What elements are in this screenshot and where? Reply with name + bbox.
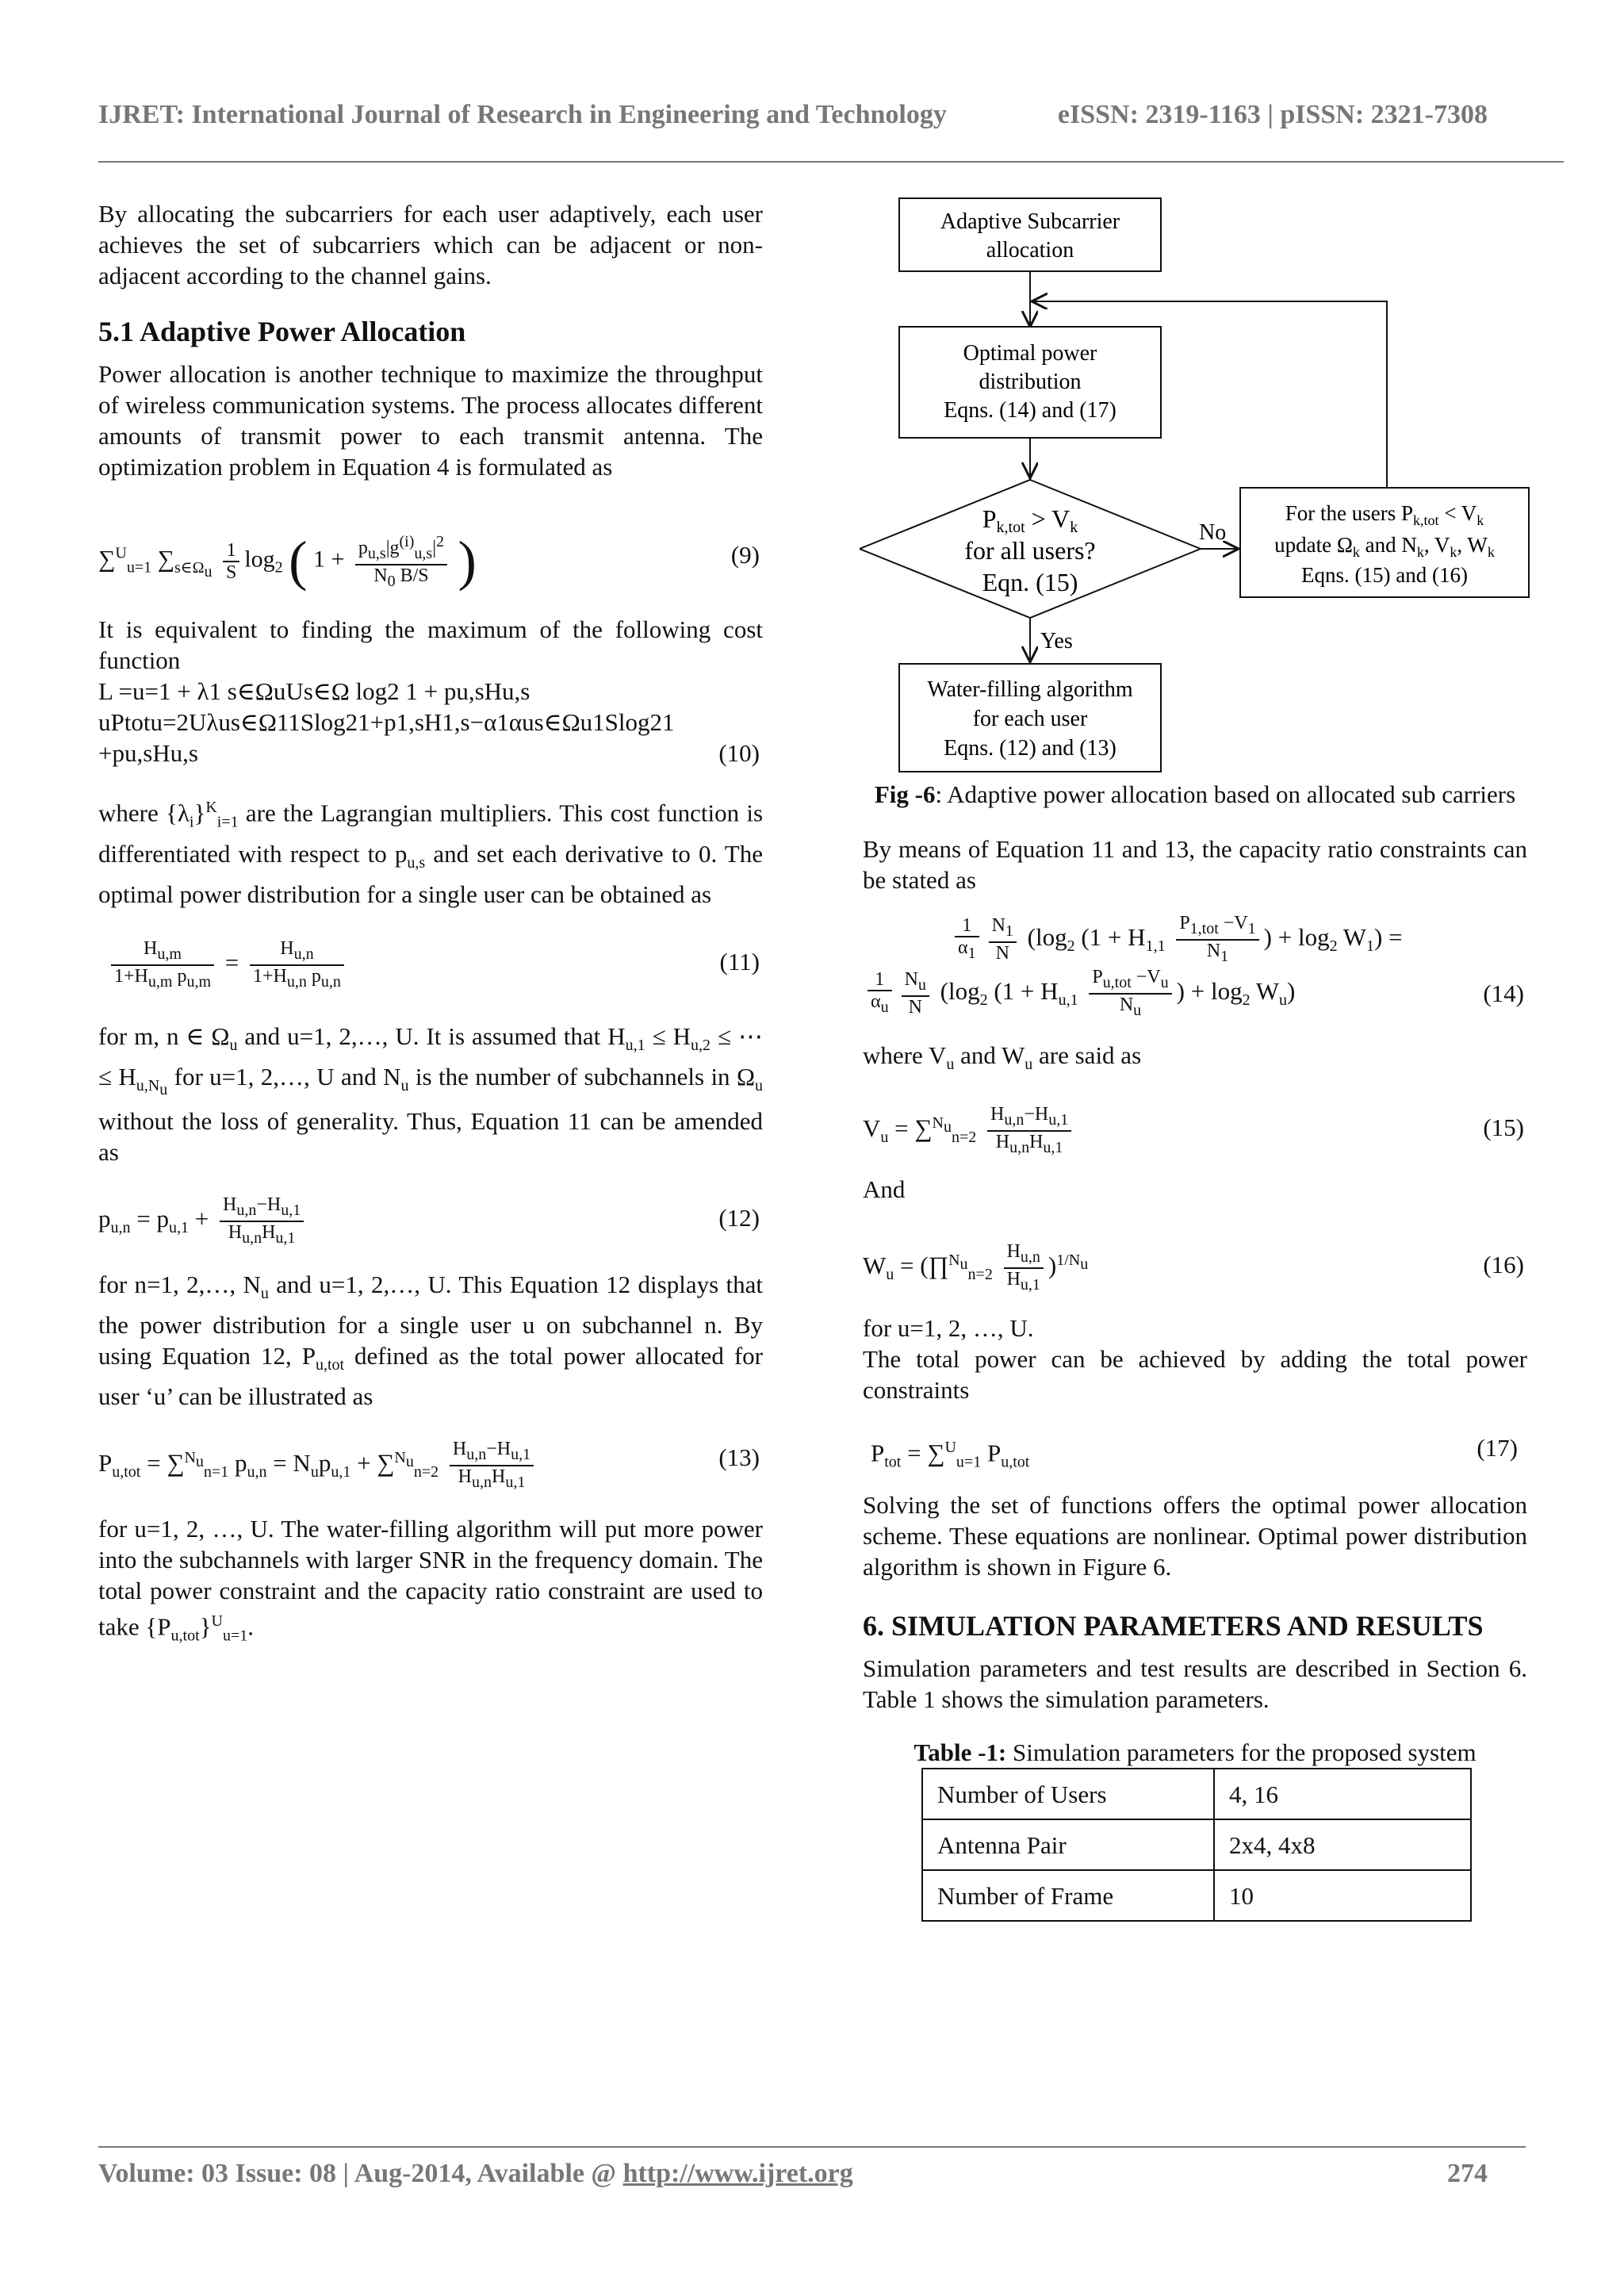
flow-text: Eqns. (15) and (16) bbox=[1301, 563, 1468, 587]
paragraph: for n=1, 2,…, $N_u$ and u=1, 2,…, U. This Equation 12 displays that the power distribution for a single user u on subchannel n. By using Equation 12, $P_{u,tot}$ defined as the total power allocated for user ‘u’ can be illustrated as bbox=[98, 1271, 764, 1411]
equation-9: ∑$^U_{u=1}$ $\sum_{s\in\Omega_u}$ $\frac{1}{S}$ $\log_2$ ( 1 + $\frac{p_{u,s}|g^{(i)}_{u,s}|^2}{N_0 B/S}$ ) (9) bbox=[98, 531, 760, 592]
table-caption: Table -1: Simulation parameters for the proposed system bbox=[914, 1738, 1477, 1767]
equation-12: $p_{u,n} = p_{u,1}$ + $\frac{H_{u,n}-H_{u,1}}{H_{u,n}H_{u,1}}$ (12) bbox=[98, 1194, 760, 1247]
equation-number: (11) bbox=[719, 947, 760, 976]
equation-number: (12) bbox=[718, 1204, 760, 1232]
paragraph: for m, n ∈ $\Omega_u$ and u=1, 2,…, U. It is assumed that $H_{u,1} \le H_{u,2}$ ≤ ⋯ ≤ $H_{u,N_u}$ for u=1, 2,…, U and $N_u$ is the number of subchannels in $\Omega_u$ without the loss of generality. Thus, Equation 11 can be amended as bbox=[98, 1022, 764, 1167]
paragraph: The total power can be achieved by adding the total power constraints bbox=[863, 1345, 1527, 1405]
box-adaptive-subcarrier-allocation bbox=[899, 198, 1161, 271]
equation-number: (10) bbox=[718, 739, 760, 767]
simulation-table bbox=[921, 1768, 1472, 1922]
equation-15: $V_u = \sum^{N_u}_{n=2}$ $\frac{H_{u,n}-H_{u,1}}{H_{u,n}H_{u,1}}$ (15) bbox=[863, 1104, 1524, 1156]
svg-text:Pk,tot > Vk: Pk,tot > Vk bbox=[982, 504, 1078, 536]
flow-text: Eqns. (14) and (17) bbox=[944, 398, 1116, 423]
paragraph: And bbox=[863, 1175, 906, 1204]
flow-text: for each user bbox=[972, 707, 1088, 731]
issn: eISSN: 2319-1163 | pISSN: 2321-7308 bbox=[1057, 100, 1488, 129]
table-cell: Antenna Pair bbox=[922, 1819, 1214, 1870]
table-cell: Number of Frame bbox=[922, 1870, 1214, 1921]
no-label: No bbox=[1199, 520, 1227, 545]
flow-text: Water-filling algorithm bbox=[927, 677, 1133, 702]
flow-text: Eqns. (12) and (13) bbox=[944, 736, 1116, 761]
equation-10 bbox=[98, 738, 763, 769]
box-optimal-power-distribution bbox=[899, 327, 1161, 438]
equation-number: (14) bbox=[1483, 979, 1524, 1007]
decision-diamond bbox=[860, 480, 1201, 618]
box-update-users bbox=[1240, 488, 1529, 597]
paragraph: By means of Equation 11 and 13, the capacity ratio constraints can be stated as bbox=[863, 835, 1527, 894]
garbled-equation-line: L =u=1 + λ1 s∈ΩuUs∈Ω log2 1 + pu,sHu,s bbox=[98, 677, 530, 705]
flow-text: Eqn. (15) bbox=[982, 568, 1078, 596]
equation-number: (17) bbox=[1477, 1434, 1518, 1462]
equation-11: $\frac{H_{u,m}}{1+H_{u,m} p_{u,m}}$ = $\frac{H_{u,n}}{1+H_{u,n} p_{u,n}}$ (11) bbox=[98, 933, 763, 989]
table-cell: 4, 16 bbox=[1214, 1769, 1471, 1819]
garbled-equation-line: +pu,sHu,s bbox=[98, 739, 198, 767]
equation-number: (16) bbox=[1483, 1251, 1524, 1279]
paragraph: Simulation parameters and test results are described in Section 6. Table 1 shows the simulation parameters. bbox=[863, 1654, 1527, 1714]
page-number: 274 bbox=[1447, 2159, 1488, 2188]
journal-link[interactable]: http://www.ijret.org bbox=[622, 2159, 853, 2188]
table-row bbox=[922, 1769, 1471, 1819]
volume-info: Volume: 03 Issue: 08 | Aug-2014, Available @ bbox=[98, 2159, 623, 2188]
equation-17: $P_{tot} = \sum^U_{u=1}$ $P_{u,tot}$ (17) bbox=[871, 1434, 1518, 1471]
svg-text:For the users Pk,tot < Vk: For the users $P_{k,tot} < V_k$ bbox=[1285, 501, 1484, 528]
flow-text: distribution bbox=[979, 370, 1082, 394]
flow-text: allocation bbox=[986, 238, 1074, 263]
left-column bbox=[98, 198, 763, 1652]
intro-paragraph: By allocating the subcarriers for each user adaptively, each user achieves the set of subcarriers which can be adjacent or non-adjacent according to the channel gains. bbox=[98, 200, 763, 289]
section-title-5-1: 5.1 Adaptive Power Allocation bbox=[98, 316, 466, 347]
paragraph: Power allocation is another technique to maximize the throughput of wireless communication systems. The process allocates different amounts of transmit power to each transmit antenna. The optimization problem in Equation 4 is formulated as bbox=[98, 360, 763, 481]
paragraph: where $\{\lambda_i\}^K_{i=1}$ are the Lagrangian multipliers. This cost function is differentiated with respect to $p_{u,s}$ and set each derivative to 0. The optimal power distribution for a single user can be obtained as bbox=[98, 799, 764, 908]
paragraph: where $V_u$ and $W_u$ are said as bbox=[863, 1041, 1142, 1074]
figure-caption: Fig -6: Adaptive power allocation based on allocated sub carriers bbox=[874, 780, 1516, 808]
table-cell: 10 bbox=[1214, 1870, 1471, 1921]
yes-label: Yes bbox=[1040, 629, 1073, 654]
svg-text:update Ωk and Nk, Vk, Wk: update $\Omega_k$ and $N_k$, $V_k$, $W_k$ bbox=[1274, 533, 1495, 560]
garbled-equation-line: uPtotu=2Uλus∈Ω11Slog21+p1,sH1,s−α1αus∈Ωu1Slog21 bbox=[98, 708, 675, 736]
equation-13: $P_{u,tot} = \sum^{N_u}_{n=1}$ $p_{u,n} = N_up_{u,1} + \sum^{N_u}_{n=2}$ $\frac{H_{u,n}-H_{u,1}}{H_{u,n}H_{u,1}}$ (13) bbox=[98, 1439, 760, 1492]
equation-number: (15) bbox=[1483, 1114, 1524, 1142]
right-column bbox=[863, 779, 1527, 1922]
footer-rule bbox=[98, 2146, 1526, 2148]
flowchart bbox=[860, 190, 1542, 777]
paragraph: for u=1, 2, …, U. The water-filling algorithm will put more power into the subchannels with larger SNR in the frequency domain. The total power constraint and the capacity ratio constraint are used to take $\{P_{u,tot}\}^U_{u=1}$. bbox=[98, 1515, 763, 1645]
table-cell: 2x4, 4x8 bbox=[1214, 1819, 1471, 1870]
flow-text: Adaptive Subcarrier bbox=[940, 209, 1120, 234]
section-title-6: 6. SIMULATION PARAMETERS AND RESULTS bbox=[863, 1610, 1484, 1642]
equation-number: (9) bbox=[730, 541, 760, 569]
paragraph: It is equivalent to finding the maximum of the following cost function bbox=[98, 615, 763, 674]
table-cell: Number of Users bbox=[922, 1769, 1214, 1819]
flow-text: Optimal power bbox=[963, 341, 1097, 366]
flow-text: P bbox=[982, 504, 997, 533]
table-row bbox=[922, 1870, 1471, 1921]
paragraph: for u=1, 2, …, U. bbox=[863, 1314, 1034, 1343]
journal-title: IJRET: International Journal of Research in Engineering and Technology bbox=[98, 100, 947, 129]
equation-16: $W_u$ = (∏$^{N_u}_{n=2}$ $\frac{H_{u,n}}{H_{u,1}}$ )$^{1/N_u}$ (16) bbox=[863, 1241, 1524, 1294]
equation-number: (13) bbox=[718, 1443, 760, 1472]
table-row bbox=[922, 1819, 1471, 1870]
equation-14: $\frac{1}{\alpha_1}$ $\frac{N_1}{N}$ ($\log_2$ ($1 + H_{1,1}$ $\frac{P_{1,tot} -V_1}{N_1}$ ) + $\log_2 W_1$) = $\frac{1}{\alpha_u}$ $\frac{N_u}{N}$ ($\log_2$ ($1 + H_{u,1}$ $\frac{P_{u,tot} -V_u}{N_u}$ ) + $\log_2 W_u$) (14) bbox=[863, 913, 1527, 1019]
page-header bbox=[98, 100, 1526, 128]
header-rule bbox=[98, 161, 1564, 163]
box-water-filling bbox=[899, 664, 1161, 772]
paragraph: Solving the set of functions offers the optimal power allocation scheme. These equations are nonlinear. Optimal power distribution algorithm is shown in Figure 6. bbox=[863, 1491, 1527, 1581]
flow-text: for all users? bbox=[964, 536, 1096, 565]
